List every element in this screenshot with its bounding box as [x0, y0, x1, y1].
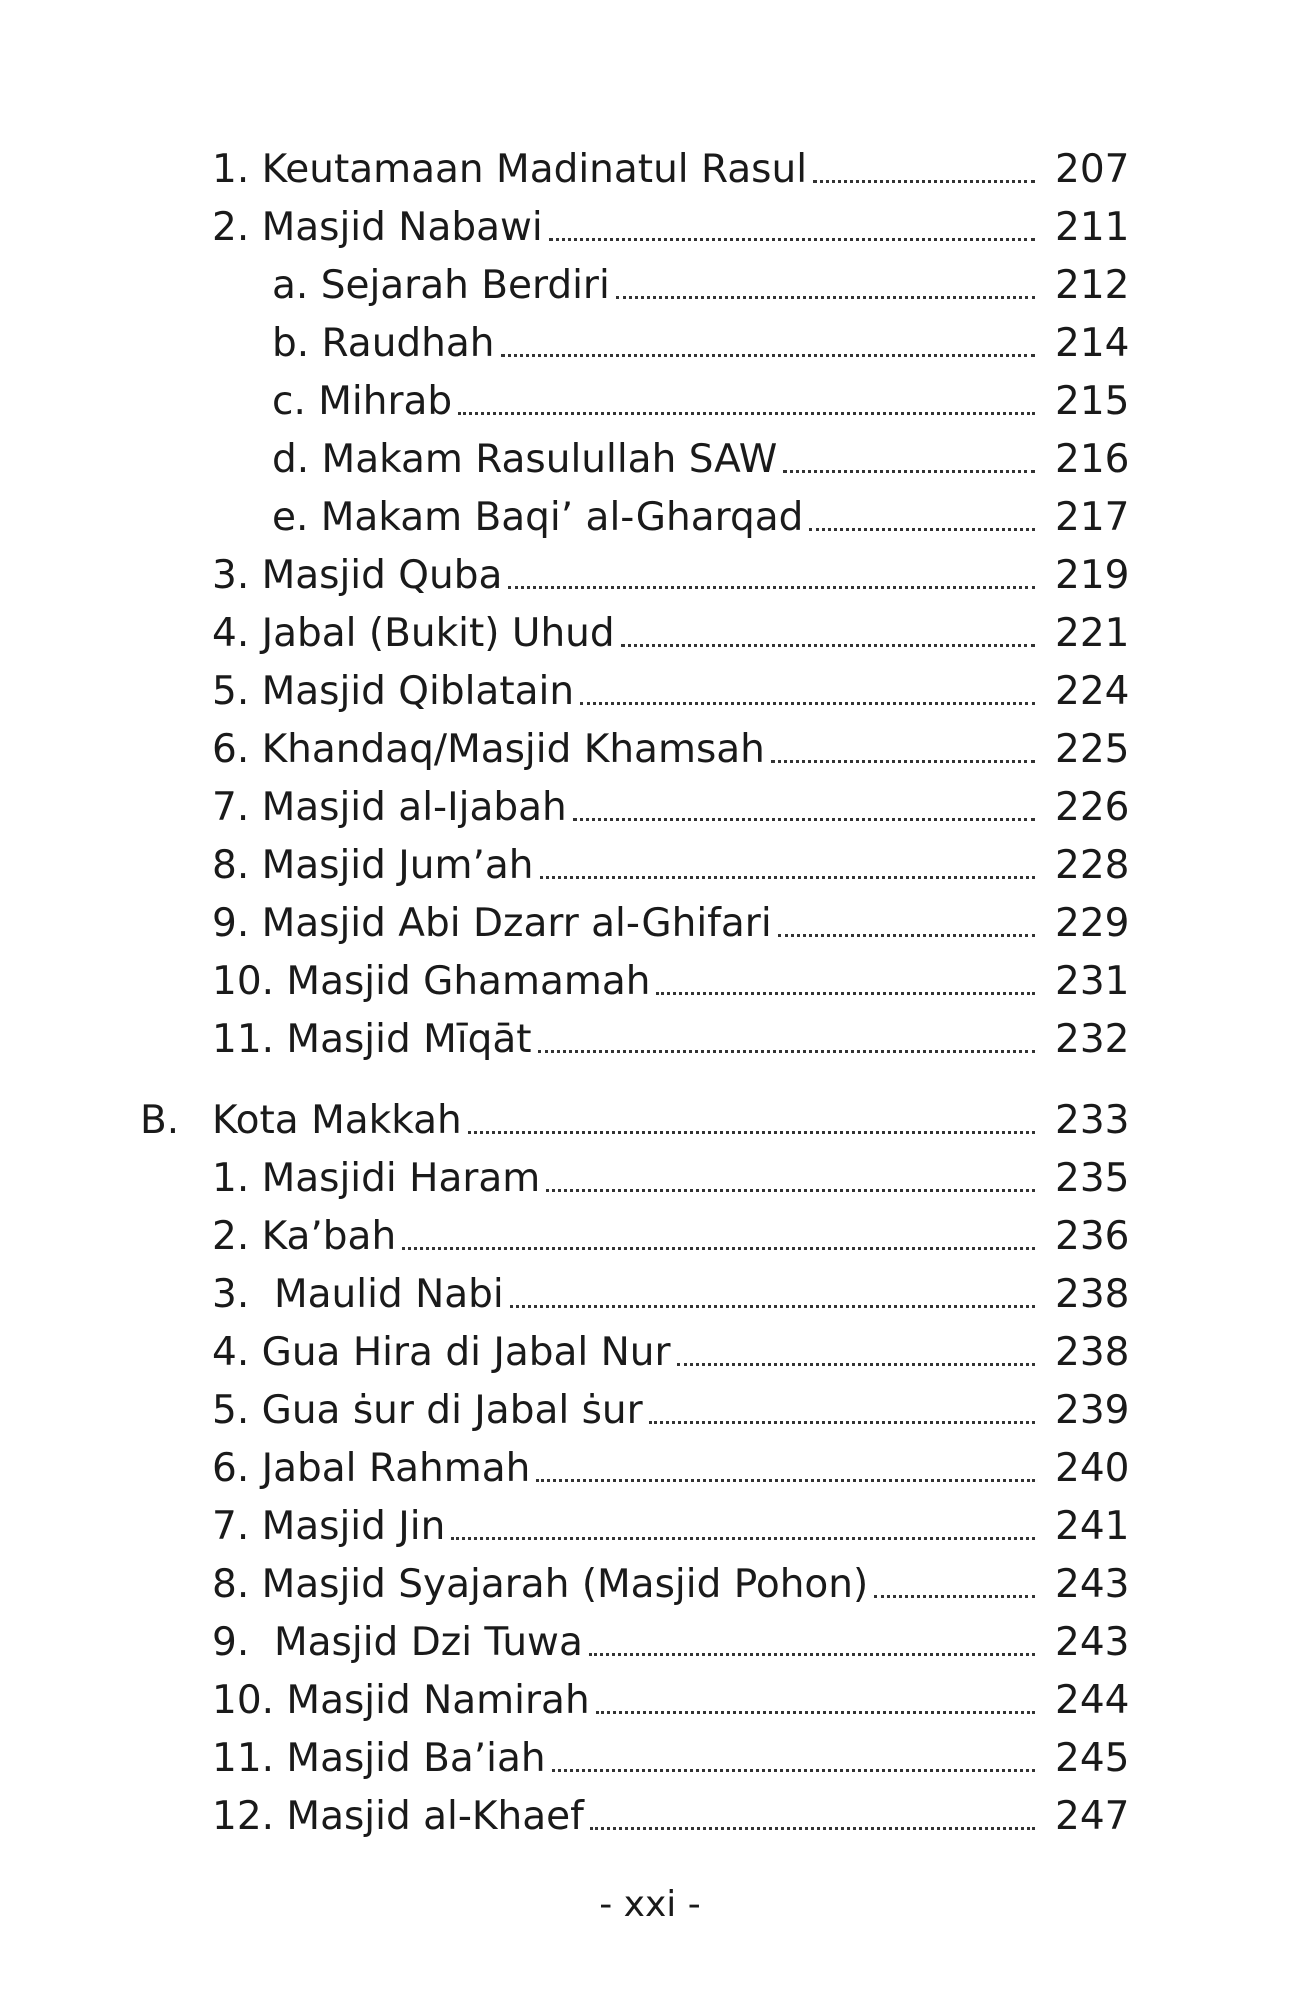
dot-leader — [771, 725, 1035, 775]
toc-entry — [212, 667, 1130, 717]
toc-entry-label: 1. Keutamaan Madinatul Rasul — [212, 147, 808, 192]
toc-subentry — [272, 435, 1130, 485]
toc-entry — [212, 841, 1130, 891]
dot-leader — [546, 1154, 1035, 1204]
toc-entry-page: 224 — [1055, 669, 1130, 714]
toc-entry — [212, 1676, 1130, 1726]
dot-leader — [538, 1015, 1035, 1065]
toc-entry — [212, 609, 1130, 659]
toc-entry-label: 5. Gua ṡur di Jabal ṡur — [212, 1388, 643, 1433]
toc-entry-page: 243 — [1055, 1620, 1130, 1665]
toc-entry-page: 238 — [1055, 1272, 1130, 1317]
toc-entry-label: a. Sejarah Berdiri — [272, 263, 610, 308]
toc-entry-label: d. Makam Rasulullah SAW — [272, 437, 778, 482]
toc-entry-label: 12. Masjid al-Khaef — [212, 1794, 584, 1839]
dot-leader — [649, 1386, 1035, 1436]
dot-leader — [573, 783, 1035, 833]
toc-entry-label: 6. Khandaq/Masjid Khamsah — [212, 727, 765, 772]
dot-leader — [621, 609, 1035, 659]
toc-entry — [212, 1015, 1130, 1065]
toc-entry-page: 245 — [1055, 1736, 1130, 1781]
dot-leader — [549, 203, 1035, 253]
toc-entry — [212, 1212, 1130, 1262]
toc-entry — [212, 1328, 1130, 1378]
dot-leader — [468, 1096, 1035, 1146]
section-heading-page: 233 — [1055, 1098, 1130, 1143]
dot-leader — [616, 261, 1035, 311]
toc-entry-page: 236 — [1055, 1214, 1130, 1259]
toc-entry-label: 3. Masjid Quba — [212, 553, 503, 598]
dot-leader — [809, 493, 1035, 543]
toc-subentry — [272, 261, 1130, 311]
dot-leader — [580, 667, 1035, 717]
toc-entry-label: 6. Jabal Rahmah — [212, 1446, 531, 1491]
toc-entry-label: b. Raudhah — [272, 321, 495, 366]
toc-entry — [212, 957, 1130, 1007]
toc-entry-label: 2. Ka’bah — [212, 1214, 397, 1259]
toc-entry-page: 235 — [1055, 1156, 1130, 1201]
dot-leader — [510, 1270, 1035, 1320]
toc-entry-label: 9. Masjid Abi Dzarr al-Ghifari — [212, 901, 772, 946]
toc-entry-page: 214 — [1055, 321, 1130, 366]
toc-entry-page: 219 — [1055, 553, 1130, 598]
toc-subentry — [272, 377, 1130, 427]
toc-entry — [212, 203, 1130, 253]
toc-entry — [212, 725, 1130, 775]
toc-entry-page: 226 — [1055, 785, 1130, 830]
toc-entry — [212, 1560, 1130, 1610]
dot-leader — [656, 957, 1035, 1007]
toc-entry-label: 3. Maulid Nabi — [212, 1272, 504, 1317]
toc-entry-page: 244 — [1055, 1678, 1130, 1723]
toc-entry-label: 2. Masjid Nabawi — [212, 205, 543, 250]
dot-leader — [874, 1560, 1035, 1610]
toc-entry-label: 9. Masjid Dzi Tuwa — [212, 1620, 583, 1665]
dot-leader — [501, 319, 1036, 369]
section-heading — [212, 1096, 1130, 1146]
toc-entry-page: 211 — [1055, 205, 1130, 250]
toc-entry-page: 228 — [1055, 843, 1130, 888]
toc-entry-label: 10. Masjid Ghamamah — [212, 959, 651, 1004]
toc-entry-page: 243 — [1055, 1562, 1130, 1607]
dot-leader — [596, 1676, 1035, 1726]
toc-entry — [212, 783, 1130, 833]
toc-entry-page: 239 — [1055, 1388, 1130, 1433]
toc-entry — [212, 1502, 1130, 1552]
toc-entry-label: 1. Masjidi Haram — [212, 1156, 541, 1201]
toc-entry-page: 241 — [1055, 1504, 1130, 1549]
dot-leader — [536, 1444, 1035, 1494]
toc-entry-label: 11. Masjid Ba’iah — [212, 1736, 546, 1781]
dot-leader — [813, 145, 1035, 195]
toc-entry-page: 238 — [1055, 1330, 1130, 1375]
toc-entry-page: 247 — [1055, 1794, 1130, 1839]
toc-entry-page: 212 — [1055, 263, 1130, 308]
toc-entry-label: 11. Masjid Mīqāt — [212, 1017, 532, 1062]
toc-entry-label: 10. Masjid Namirah — [212, 1678, 590, 1723]
toc-entry-label: 7. Masjid al-Ijabah — [212, 785, 567, 830]
toc-entry-label: 4. Jabal (Bukit) Uhud — [212, 611, 615, 656]
toc-entry-page: 231 — [1055, 959, 1130, 1004]
dot-leader — [552, 1734, 1035, 1784]
dot-leader — [589, 1618, 1035, 1668]
toc-entry-page: 221 — [1055, 611, 1130, 656]
dot-leader — [590, 1792, 1035, 1842]
toc-entry — [212, 1154, 1130, 1204]
toc-entry-label: 7. Masjid Jin — [212, 1504, 446, 1549]
toc-entry — [212, 1444, 1130, 1494]
section-letter: B. — [140, 1098, 180, 1143]
toc-entry-page: 217 — [1055, 495, 1130, 540]
toc-entry-page: 232 — [1055, 1017, 1130, 1062]
dot-leader — [458, 377, 1035, 427]
toc-entry — [212, 1618, 1130, 1668]
toc-subentry — [272, 493, 1130, 543]
toc-entry — [212, 1792, 1130, 1842]
toc-entry-page: 207 — [1055, 147, 1130, 192]
toc-entry-page: 225 — [1055, 727, 1130, 772]
toc-entry — [212, 551, 1130, 601]
toc-entry — [212, 899, 1130, 949]
dot-leader — [540, 841, 1035, 891]
dot-leader — [451, 1502, 1035, 1552]
toc-entry-label: 4. Gua Hira di Jabal Nur — [212, 1330, 671, 1375]
toc-entry-label: 5. Masjid Qiblatain — [212, 669, 575, 714]
toc-entry — [212, 1734, 1130, 1784]
dot-leader — [778, 899, 1035, 949]
dot-leader — [677, 1328, 1035, 1378]
toc-entry — [212, 145, 1130, 195]
toc-entry-label: 8. Masjid Syajarah (Masjid Pohon) — [212, 1562, 869, 1607]
section-heading-label: Kota Makkah — [212, 1098, 462, 1143]
toc-entry-page: 215 — [1055, 379, 1130, 424]
dot-leader — [508, 551, 1035, 601]
toc-entry — [212, 1270, 1130, 1320]
toc-entry-page: 216 — [1055, 437, 1130, 482]
dot-leader — [402, 1212, 1035, 1262]
toc-entry-label: c. Mihrab — [272, 379, 453, 424]
toc-entry-page: 229 — [1055, 901, 1130, 946]
page-number: - xxi - — [599, 1884, 701, 1925]
toc-entry-label: e. Makam Baqi’ al-Gharqad — [272, 495, 804, 540]
toc-entry — [212, 1386, 1130, 1436]
toc-subentry — [272, 319, 1130, 369]
toc-entry-label: 8. Masjid Jum’ah — [212, 843, 534, 888]
toc-entry-page: 240 — [1055, 1446, 1130, 1491]
dot-leader — [783, 435, 1035, 485]
